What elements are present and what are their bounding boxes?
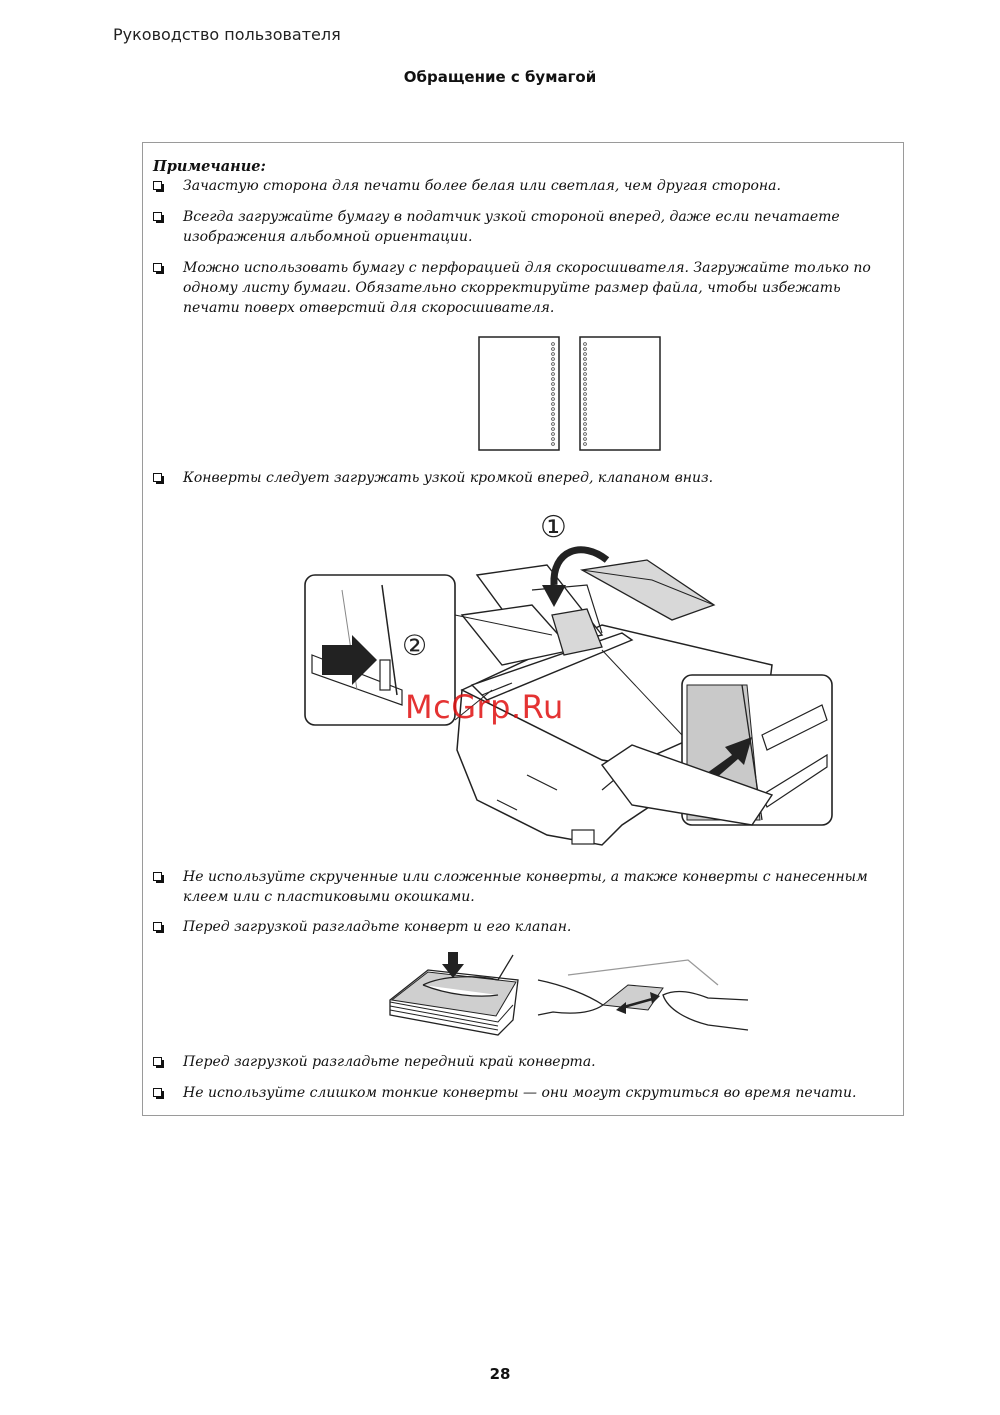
note-bullet-2: Всегда загружайте бумагу в податчик узкой стороной вперед, даже если печатаете изображения альбомной ориентации. — [153, 207, 895, 247]
watermark: McGrp.Ru — [405, 688, 564, 726]
checkbox-bullet-icon — [153, 212, 162, 221]
document-header: Руководство пользователя — [113, 25, 341, 44]
punched-paper-illustration — [478, 336, 662, 452]
note-bullet-1: Зачастую сторона для печати более белая или светлая, чем другая сторона. — [153, 176, 895, 196]
note-bullet-8: Не используйте слишком тонкие конверты — они могут скрутиться во время печати. — [153, 1083, 895, 1103]
page-number: 28 — [489, 1365, 511, 1383]
checkbox-bullet-icon — [153, 181, 162, 190]
printer-envelope-loading-illustration — [302, 505, 836, 855]
flatten-envelope-illustration — [388, 950, 750, 1040]
note-bullet-4: Конверты следует загружать узкой кромкой вперед, клапаном вниз. — [153, 468, 895, 488]
step-2-marker: ② — [402, 629, 428, 662]
checkbox-bullet-icon — [153, 473, 162, 482]
note-bullet-5: Не используйте скрученные или сложенные конверты, а также конверты с нанесенным клеем или с пластиковыми окошками. — [153, 867, 895, 907]
note-title: Примечание: — [153, 158, 266, 175]
checkbox-bullet-icon — [153, 1057, 162, 1066]
note-bullet-7: Перед загрузкой разгладьте передний край конверта. — [153, 1052, 895, 1072]
note-bullet-3: Можно использовать бумагу с перфорацией для скоросшивателя. Загружайте только по одному листу бумаги. Обязательно скорректируйте размер файла, чтобы избежать печати поверх отверстий для скоросшивателя. — [153, 258, 895, 318]
note-bullet-6: Перед загрузкой разгладьте конверт и его клапан. — [153, 917, 895, 937]
section-title: Обращение с бумагой — [403, 68, 597, 86]
checkbox-bullet-icon — [153, 922, 162, 931]
checkbox-bullet-icon — [153, 1088, 162, 1097]
checkbox-bullet-icon — [153, 263, 162, 272]
checkbox-bullet-icon — [153, 872, 162, 881]
step-1-marker: ① — [540, 510, 567, 545]
